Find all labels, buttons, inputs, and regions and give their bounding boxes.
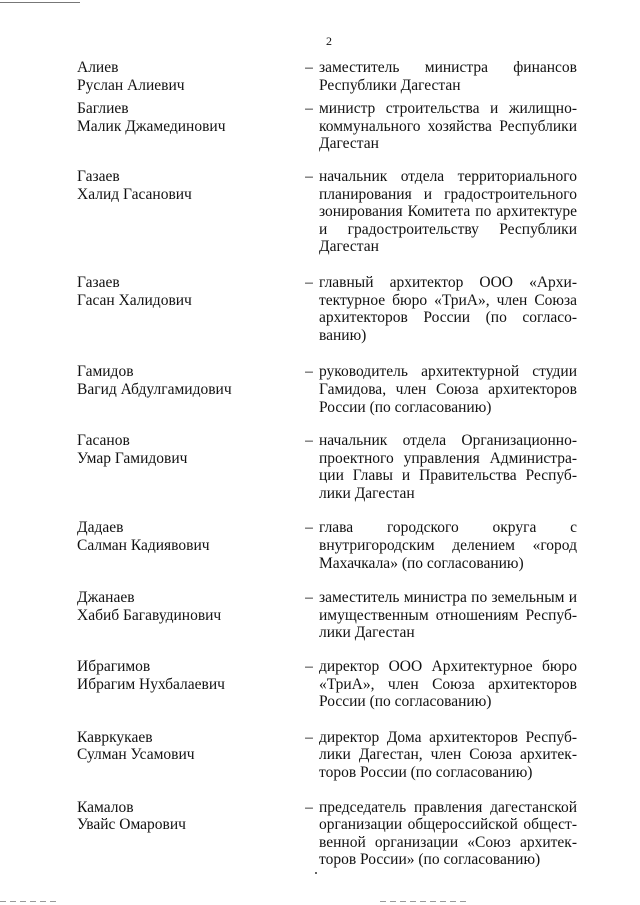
given-name: Ибрагим Нухбалаевич (77, 675, 225, 693)
dash: – (305, 798, 313, 816)
given-name: Увайс Омарович (77, 816, 186, 834)
person-name (0, 658, 277, 711)
scan-edge-mark (0, 2, 80, 3)
list-item (0, 658, 640, 711)
surname: Дадаев (77, 519, 124, 537)
position-description: руководитель архитектурной студии Гамидова, член Союза архитекторов России (по согласованию) (319, 363, 577, 416)
surname: Ибрагимов (77, 658, 151, 676)
given-name: Сулман Усамович (77, 746, 195, 764)
dash: – (305, 519, 313, 537)
person-name (0, 100, 277, 153)
dash: – (305, 728, 313, 746)
list-item (0, 100, 640, 153)
surname: Гасанов (77, 432, 130, 450)
surname: Гамидов (77, 363, 134, 381)
list-item (0, 168, 640, 256)
given-name: Умар Гамидович (77, 449, 188, 467)
dash: – (305, 589, 313, 607)
surname: Газаев (77, 167, 120, 185)
person-name (0, 799, 277, 869)
surname: Кавркукаев (77, 728, 153, 746)
list-item (0, 799, 640, 869)
position-description: директор ООО Архитектурное бюро «ТриА», член Союза архитекторов России (по согласованию) (319, 658, 577, 711)
position-description: начальник отдела Организационно-проектного управления Администра-ции Главы и Правительства Респуб-лики Дагестан (319, 432, 577, 502)
list-item (0, 589, 640, 642)
person-name (0, 589, 277, 642)
person-name (0, 729, 277, 782)
surname: Газаев (77, 273, 120, 291)
surname: Камалов (77, 798, 134, 816)
position-description: начальник отдела территориального планирования и градостроительного зонирования Комитета по архитектуре и градостроительству Республики Дагестан (319, 167, 577, 256)
person-name (0, 168, 277, 256)
person-name (0, 274, 277, 344)
surname: Алиев (77, 59, 119, 76)
surname: Баглиев (77, 100, 129, 118)
position-description: министр строительства и жилищно-коммунального хозяйства Республики Дагестан (319, 100, 577, 153)
dash: – (305, 273, 313, 291)
given-name: Халид Гасанович (77, 185, 192, 203)
person-name (0, 363, 277, 416)
position-description: председатель правления дагестанской организации общероссийской общест-венной организации «Союз архитек-торов России» (по согласованию) (319, 798, 577, 869)
position-description: директор Дома архитекторов Респуб-лики Дагестан, член Союза архитек-торов России (по согласованию) (319, 728, 577, 781)
given-name: Хабиб Багавудинович (77, 606, 222, 624)
list-item (0, 729, 640, 782)
dash: – (305, 59, 313, 76)
list-item (0, 363, 640, 416)
given-name: Вагид Абдулгамидович (77, 380, 232, 398)
list-item (0, 59, 640, 94)
list-item (0, 519, 640, 572)
surname: Джанаев (77, 589, 135, 607)
page-number: 2 (326, 34, 332, 48)
person-name (0, 59, 277, 94)
dash: – (305, 363, 313, 381)
person-name (0, 432, 277, 502)
given-name: Салман Кадиявович (77, 537, 210, 555)
list-item (0, 432, 640, 502)
scan-edge-mark (380, 901, 470, 902)
dash: – (305, 432, 313, 450)
position-description: заместитель министра финансов Республики Дагестан (319, 59, 577, 94)
scan-speck (315, 872, 317, 874)
given-name: Гасан Халидович (77, 291, 192, 309)
given-name: Малик Джамединович (77, 117, 226, 135)
dash: – (305, 100, 313, 118)
given-name: Руслан Алиевич (77, 76, 185, 94)
scan-edge-mark (0, 901, 60, 902)
dash: – (305, 167, 313, 185)
member-list (0, 59, 640, 869)
list-item (0, 274, 640, 344)
person-name (0, 519, 277, 572)
position-description: заместитель министра по земельным и имущественным отношениям Респуб-лики Дагестан (319, 589, 577, 642)
position-description: главный архитектор ООО «Архи-тектурное бюро «ТриА», член Союза архитекторов России (по согласо-ванию) (319, 273, 577, 344)
dash: – (305, 658, 313, 676)
position-description: глава городского округа с внутригородским делением «город Махачкала» (по согласованию) (319, 519, 577, 572)
